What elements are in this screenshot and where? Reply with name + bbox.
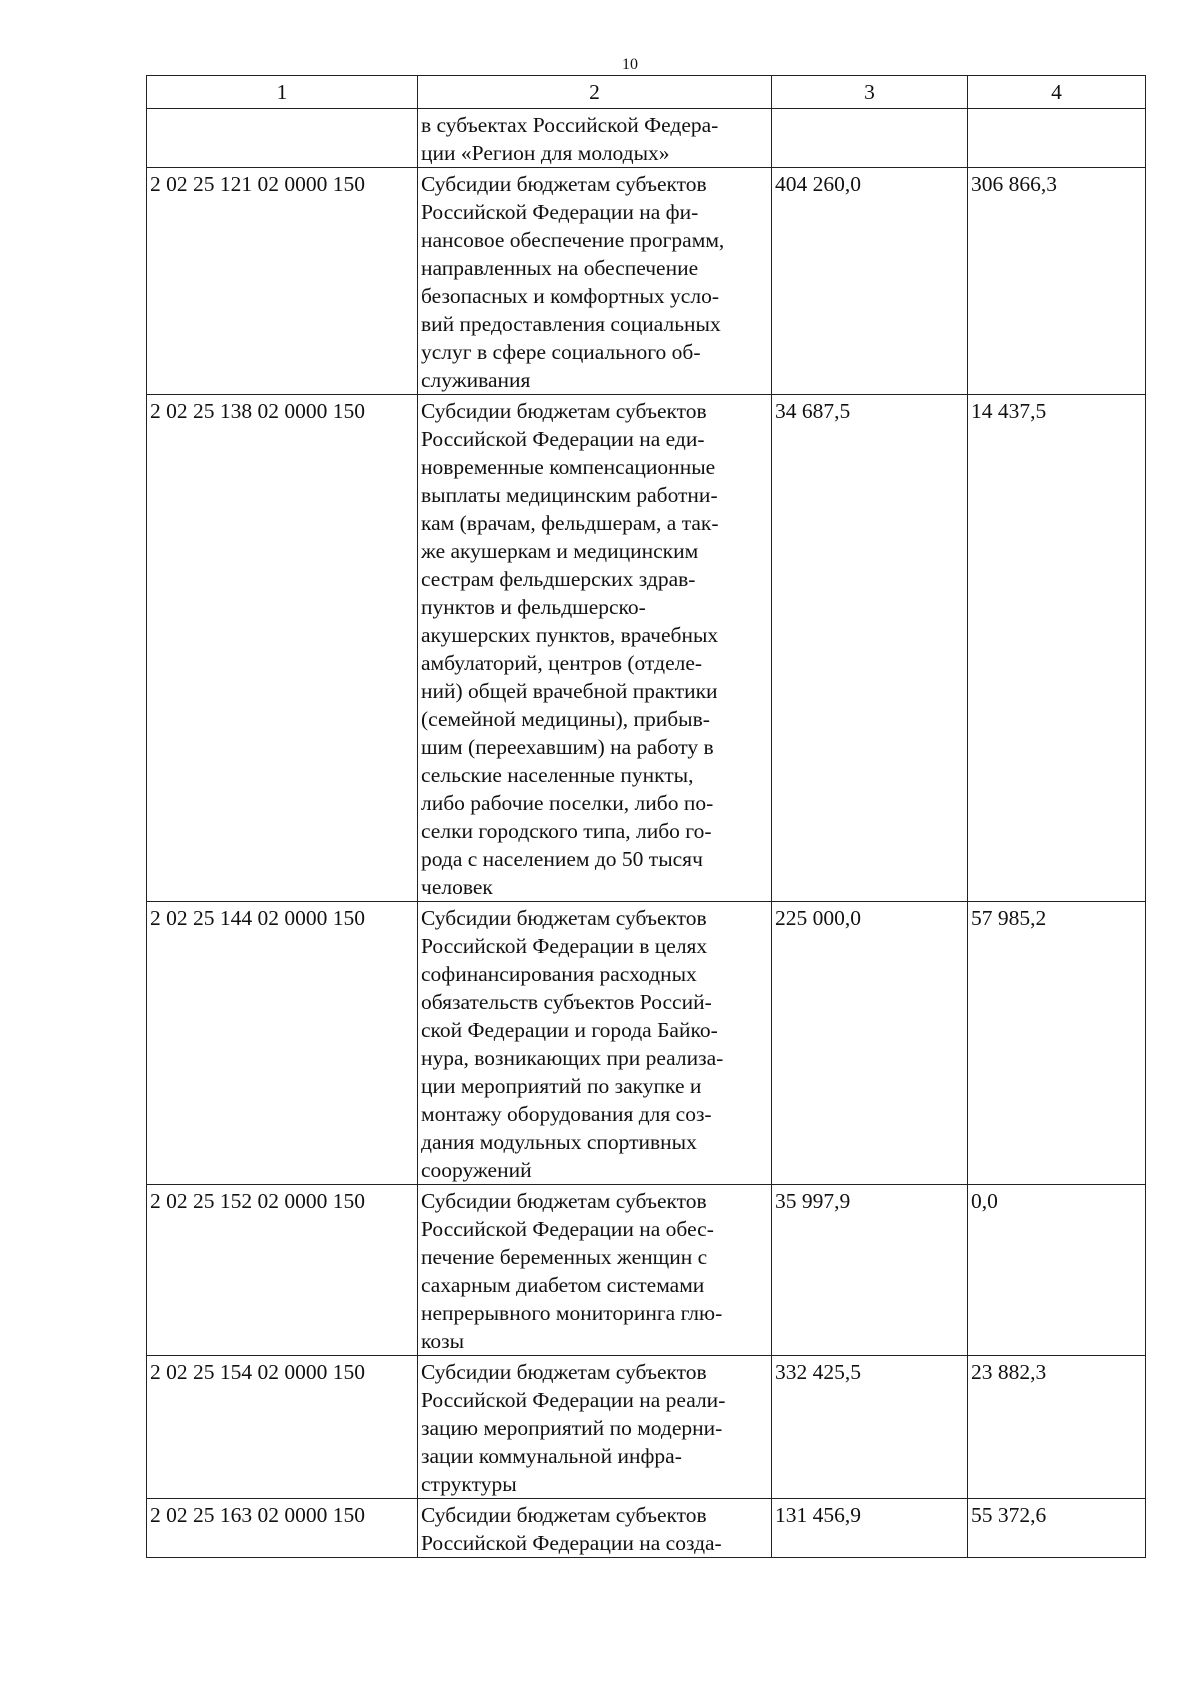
table-row xyxy=(147,1356,1146,1499)
amount-column-3 xyxy=(772,109,968,168)
amount-column-4: 14 437,5 xyxy=(968,395,1146,902)
amount-column-3: 131 456,9 xyxy=(772,1499,968,1558)
item-description: Субсидии бюджетам субъектов Российской Федерации в целях софинансирования расходных обязательств субъектов Россий- ской Федерации и города Байко- нура, возникающих при реализа- ции мероприятий по закупке и монтажу оборудования для соз- дания модульных спортивных сооружений xyxy=(418,902,772,1185)
item-description: Субсидии бюджетам субъектов Российской Федерации на еди- новременные компенсационные выплаты медицинским работни- кам (врачам, фельдшерам, а так- же акушеркам и медицинским сестрам фельдшерских здрав- пунктов и фельдшерско- акушерских пунктов, врачебных амбулаторий, центров (отделе- ний) общей врачебной практики (семейной медицины), прибыв- шим (переехавшим) на работу в сельские населенные пункты, либо рабочие поселки, либо по- селки городского типа, либо го- рода с населением до 50 тысяч человек xyxy=(418,395,772,902)
item-description: Субсидии бюджетам субъектов Российской Федерации на созда- xyxy=(418,1499,772,1558)
table-row xyxy=(147,1185,1146,1356)
budget-code xyxy=(147,109,418,168)
amount-column-3: 34 687,5 xyxy=(772,395,968,902)
item-description: Субсидии бюджетам субъектов Российской Федерации на обес- печение беременных женщин с сахарным диабетом системами непрерывного мониторинга глю- козы xyxy=(418,1185,772,1356)
amount-column-3: 332 425,5 xyxy=(772,1356,968,1499)
header-row xyxy=(147,76,1146,109)
table-row xyxy=(147,109,1146,168)
table-row xyxy=(147,168,1146,395)
amount-column-4: 57 985,2 xyxy=(968,902,1146,1185)
table-row xyxy=(147,902,1146,1185)
budget-code: 2 02 25 163 02 0000 150 xyxy=(147,1499,418,1558)
budget-code: 2 02 25 121 02 0000 150 xyxy=(147,168,418,395)
amount-column-3: 35 997,9 xyxy=(772,1185,968,1356)
table-body xyxy=(147,109,1146,1558)
budget-code: 2 02 25 144 02 0000 150 xyxy=(147,902,418,1185)
amount-column-4: 55 372,6 xyxy=(968,1499,1146,1558)
table-header xyxy=(147,76,1146,109)
amount-column-4: 0,0 xyxy=(968,1185,1146,1356)
item-description: Субсидии бюджетам субъектов Российской Федерации на реали- зацию мероприятий по модерни- зации коммунальной инфра- структуры xyxy=(418,1356,772,1499)
column-header-2: 2 xyxy=(418,76,772,109)
table-row xyxy=(147,395,1146,902)
item-description: Субсидии бюджетам субъектов Российской Федерации на фи- нансовое обеспечение программ, направленных на обеспечение безопасных и комфортных усло- вий предоставления социальных услуг в сфере социального об- служивания xyxy=(418,168,772,395)
budget-code: 2 02 25 152 02 0000 150 xyxy=(147,1185,418,1356)
budget-table xyxy=(146,75,1146,1558)
item-description: в субъектах Российской Федера- ции «Регион для молодых» xyxy=(418,109,772,168)
column-header-1: 1 xyxy=(147,76,418,109)
column-header-4: 4 xyxy=(968,76,1146,109)
table-row xyxy=(147,1499,1146,1558)
amount-column-3: 225 000,0 xyxy=(772,902,968,1185)
budget-code: 2 02 25 138 02 0000 150 xyxy=(147,395,418,902)
budget-code: 2 02 25 154 02 0000 150 xyxy=(147,1356,418,1499)
amount-column-4: 306 866,3 xyxy=(968,168,1146,395)
amount-column-4 xyxy=(968,109,1146,168)
column-header-3: 3 xyxy=(772,76,968,109)
page-number: 10 xyxy=(622,56,638,73)
amount-column-4: 23 882,3 xyxy=(968,1356,1146,1499)
amount-column-3: 404 260,0 xyxy=(772,168,968,395)
